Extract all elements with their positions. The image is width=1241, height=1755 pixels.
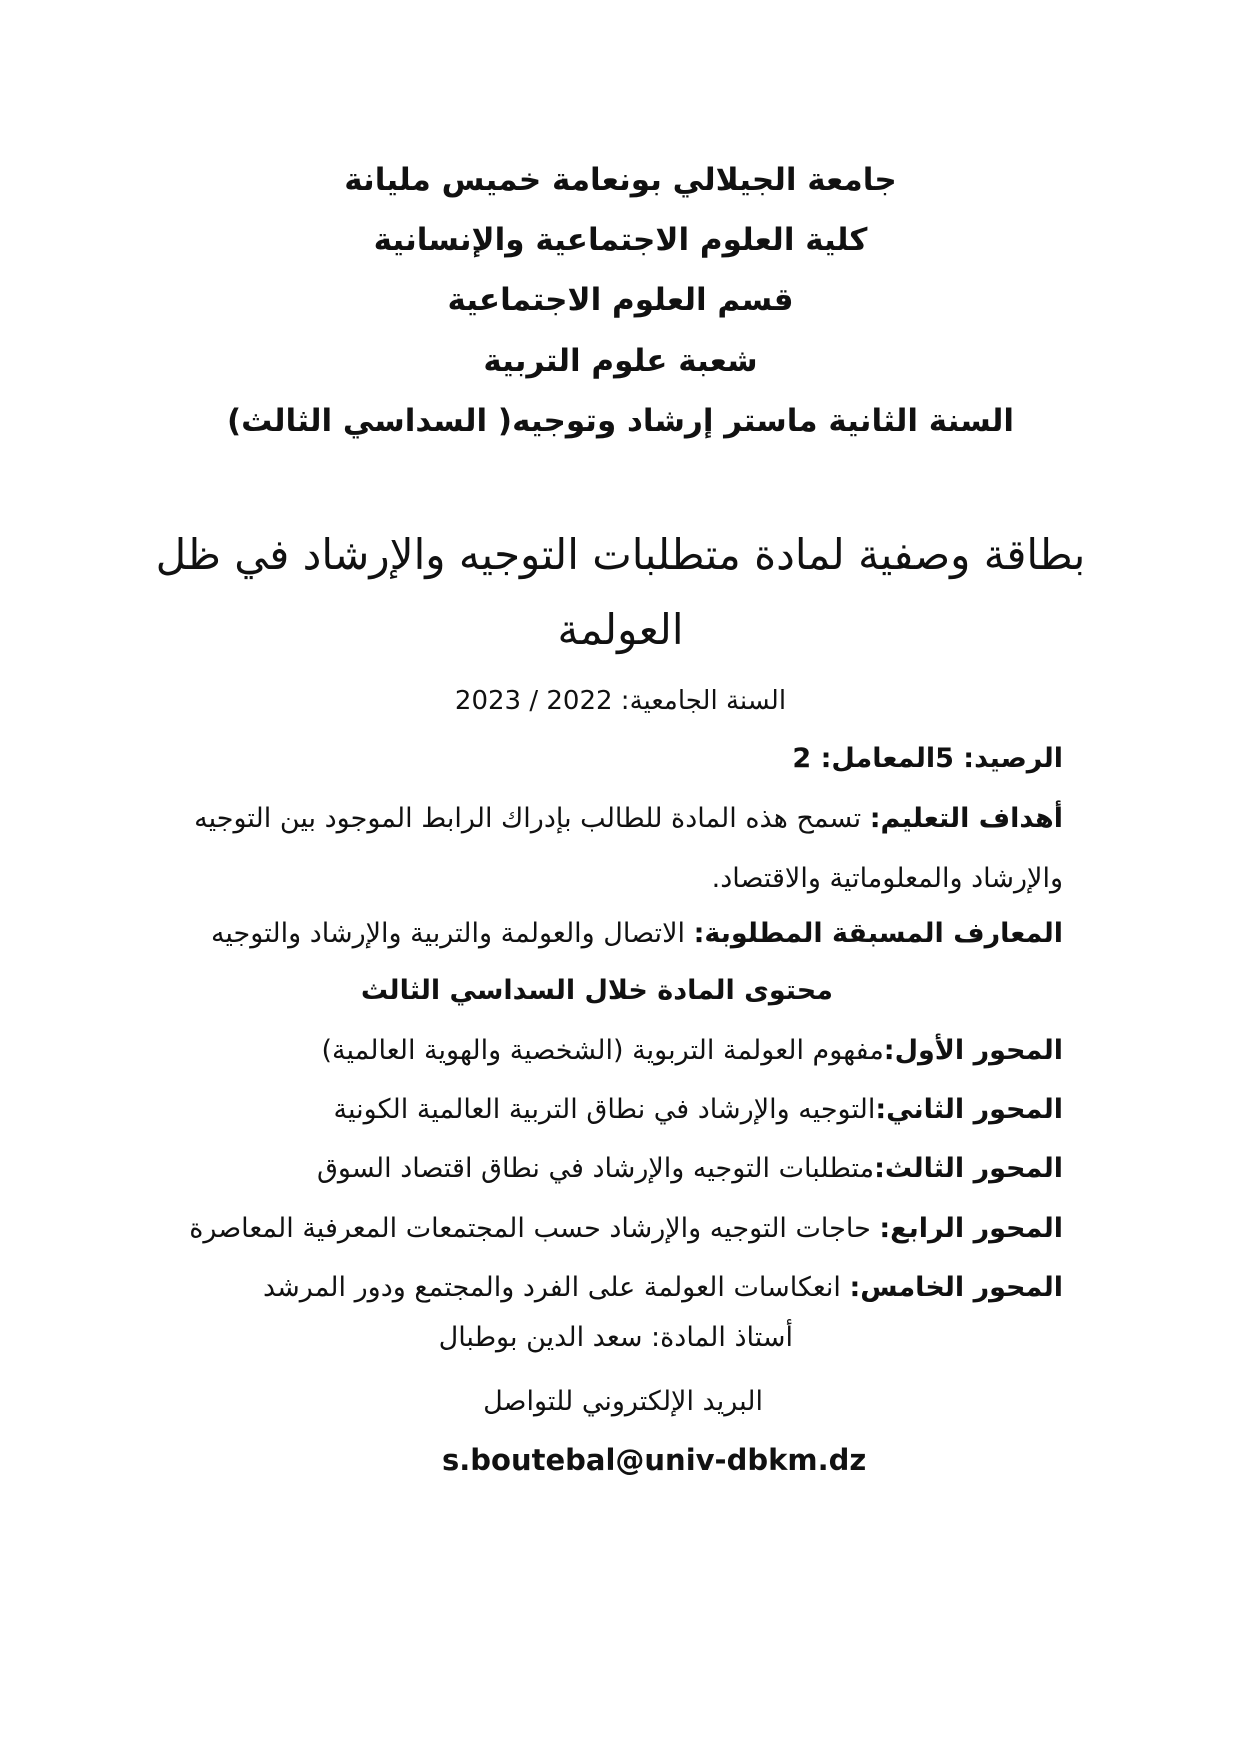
prerequisites-text: الاتصال والعولمة والتربية والإرشاد والتوجيه xyxy=(210,918,694,949)
content-heading: محتوى المادة خلال السداسي الثالث xyxy=(360,975,833,1006)
axis-item xyxy=(189,1213,1063,1244)
objectives-line2 xyxy=(712,863,1063,894)
axis-label: المحور الرابع: xyxy=(879,1213,1063,1244)
prerequisites xyxy=(211,918,1063,949)
axis-text: مفهوم العولمة التربوية (الشخصية والهوية العالمية) xyxy=(321,1035,884,1066)
prerequisites-label: المعارف المسبقة المطلوبة: xyxy=(693,918,1063,949)
document-title-line2: العولمة xyxy=(557,605,684,654)
axis-label: المحور الثاني: xyxy=(875,1094,1063,1125)
axis-item xyxy=(317,1153,1063,1184)
credits-label: الرصيد: 5المعامل: 2 xyxy=(792,743,1063,774)
axis-text: حاجات التوجيه والإرشاد حسب المجتمعات المعرفية المعاصرة xyxy=(189,1213,880,1244)
axis-text: انعكاسات العولمة على الفرد والمجتمع ودور المرشد xyxy=(263,1272,850,1303)
university-name: جامعة الجيلالي بونعامة خميس مليانة xyxy=(344,162,897,198)
objectives-label: أهداف التعليم: xyxy=(869,803,1063,834)
contact-email[interactable]: s.boutebal@univ-dbkm.dz xyxy=(442,1443,867,1477)
axis-text: التوجيه والإرشاد في نطاق التربية العالمية الكونية xyxy=(333,1094,876,1125)
objectives-line1 xyxy=(194,803,1063,834)
department-name: قسم العلوم الاجتماعية xyxy=(447,282,794,318)
branch-name: شعبة علوم التربية xyxy=(483,343,758,379)
axis-label: المحور الخامس: xyxy=(849,1272,1063,1303)
document-title-line1: بطاقة وصفية لمادة متطلبات التوجيه والإرشاد في ظل xyxy=(155,530,1086,579)
professor-name: أستاذ المادة: سعد الدين بوطبال xyxy=(438,1322,793,1353)
faculty-name: كلية العلوم الاجتماعية والإنسانية xyxy=(373,222,868,258)
contact-label: البريد الإلكتروني للتواصل xyxy=(483,1386,763,1417)
axis-text: متطلبات التوجيه والإرشاد في نطاق اقتصاد السوق xyxy=(316,1153,875,1184)
axis-label: المحور الثالث: xyxy=(874,1153,1063,1184)
academic-year: السنة الجامعية: 2022 / 2023 xyxy=(454,686,787,716)
study-level: السنة الثانية ماستر إرشاد وتوجيه( السداسي الثالث) xyxy=(226,403,1015,439)
credits-coefficient xyxy=(792,743,1063,774)
axis-item xyxy=(321,1035,1063,1066)
axis-item xyxy=(334,1094,1063,1125)
objectives-text-1: تسمح هذه المادة للطالب بإدراك الرابط الموجود بين التوجيه xyxy=(194,803,870,834)
axis-item xyxy=(263,1272,1063,1303)
objectives-text-2: والإرشاد والمعلوماتية والاقتصاد. xyxy=(711,863,1063,894)
axis-label: المحور الأول: xyxy=(883,1035,1063,1066)
